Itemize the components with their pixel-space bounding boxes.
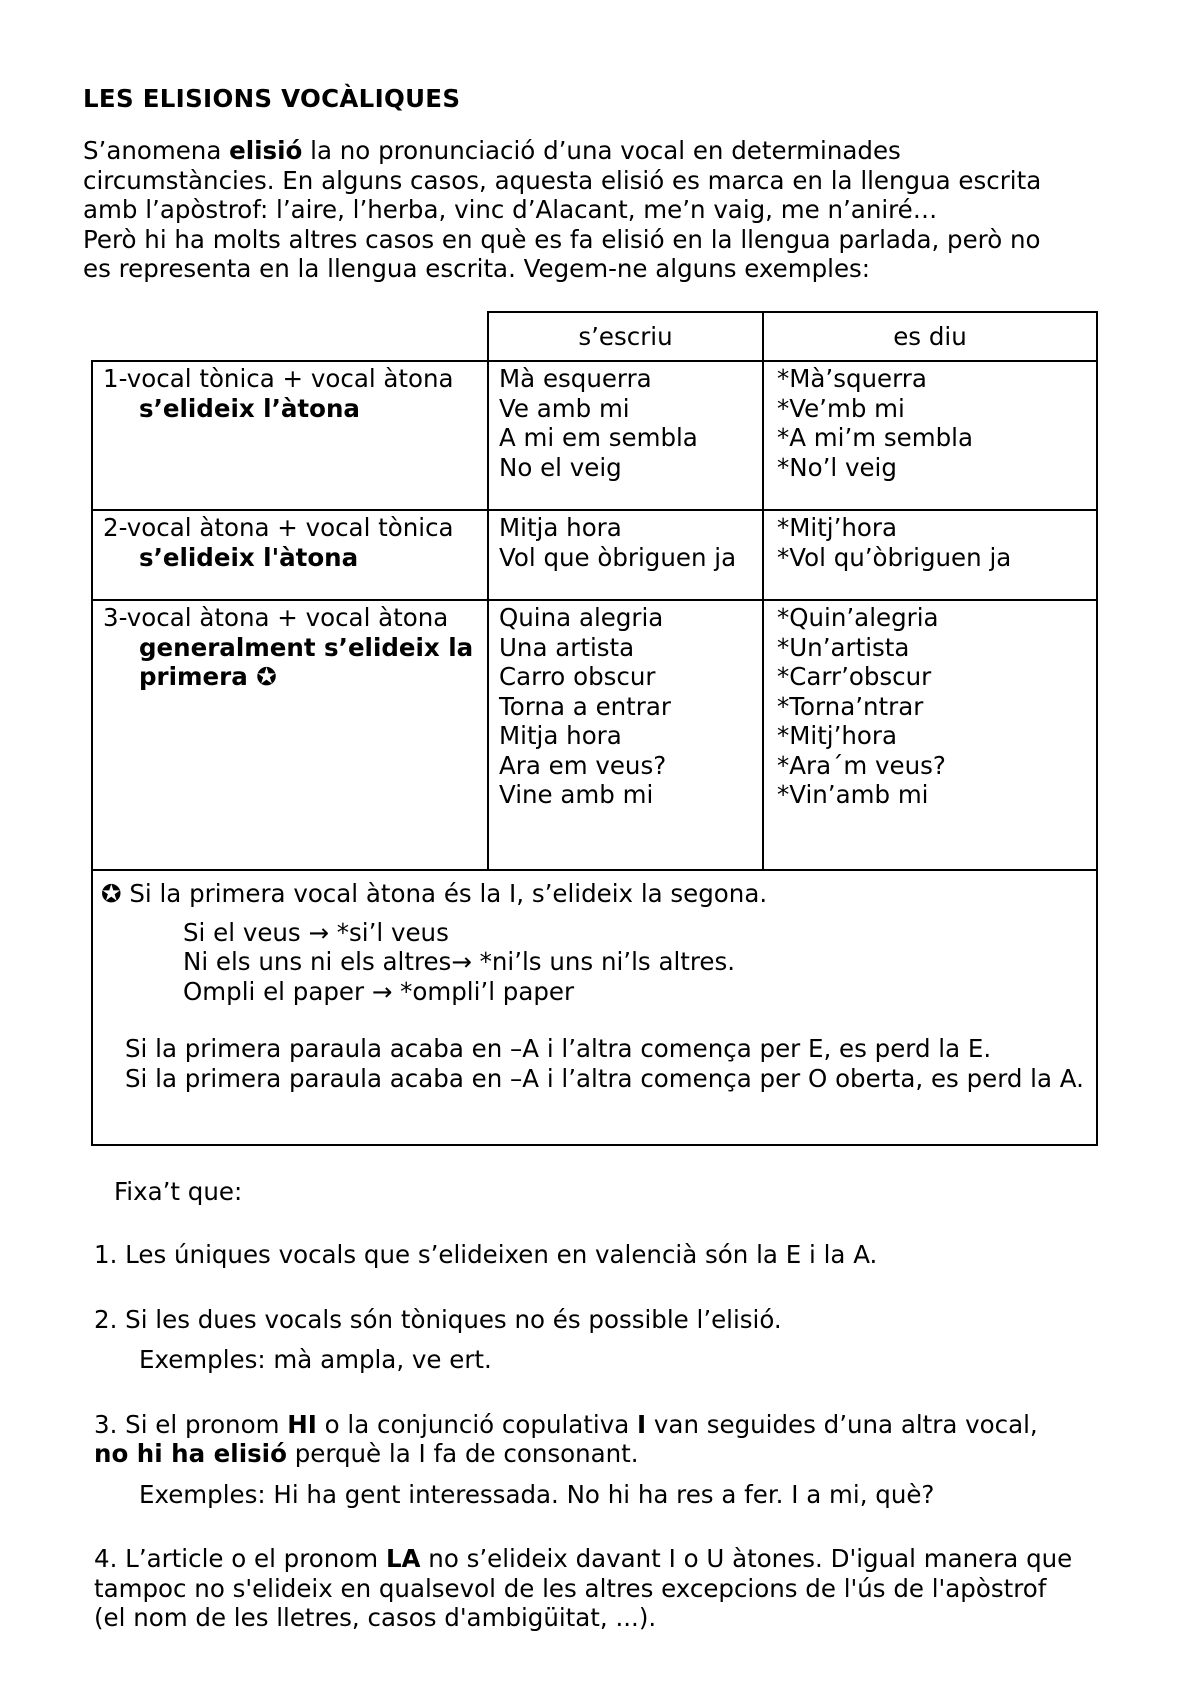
written-example: Mitja hora xyxy=(499,513,622,542)
written-example: A mi em sembla xyxy=(499,423,698,452)
intro-line: circumstàncies. En alguns casos, aquesta elisió es marca en la llengua escrita xyxy=(83,165,1042,195)
rule-item: 2. Si les dues vocals són tòniques no és possible l’elisió. xyxy=(94,1304,782,1334)
said-example: *Un’artista xyxy=(777,632,910,662)
rule-text: no s’elideix davant I o U àtones. D'igual manera que xyxy=(420,1544,1073,1573)
table-header-row xyxy=(92,312,1097,361)
said-example: *Torna’ntrar xyxy=(777,691,924,721)
rule-keyword: I xyxy=(637,1409,647,1439)
said-example: *Vol qu’òbriguen ja xyxy=(777,542,1012,572)
table-corner xyxy=(92,312,488,361)
rule-label: 2-vocal àtona + vocal tònica xyxy=(103,513,454,542)
note-heading: ✪ Si la primera vocal àtona és la I, s’elideix la segona. xyxy=(101,879,768,908)
rule-item xyxy=(94,1410,1124,1440)
written-example: Ve amb mi xyxy=(499,393,630,423)
rule-text: perquè la I fa de consonant. xyxy=(286,1439,639,1468)
rule-example-text: Exemples: mà ampla, ve ert. xyxy=(139,1345,492,1374)
said-example: *Quin’alegria xyxy=(777,603,939,632)
rule-text: van seguides d’una altra vocal, xyxy=(646,1409,1038,1439)
elision-table xyxy=(91,311,1098,1146)
rule-label: 3-vocal àtona + vocal àtona xyxy=(103,603,449,632)
rule-text: 4. L’article o el pronom xyxy=(94,1544,386,1573)
written-example: Torna a entrar xyxy=(499,691,671,721)
rule-item xyxy=(94,1544,1124,1574)
said-cell xyxy=(763,510,1097,600)
note-example: Ompli el paper → *ompli’l paper xyxy=(183,976,575,1006)
intro-line: es representa en la llengua escrita. Vegem-ne alguns exemples: xyxy=(83,254,871,283)
said-example: *Mà’squerra xyxy=(777,364,927,393)
rule-text: o la conjunció copulativa xyxy=(316,1409,638,1439)
said-example: *A mi’m sembla xyxy=(777,423,973,452)
written-example: Mitja hora xyxy=(499,721,622,750)
col-header-written: s’escriu xyxy=(488,312,763,361)
written-cell xyxy=(488,600,763,870)
said-example: *Ara´m veus? xyxy=(777,750,946,780)
rule-bold: s’elideix l'àtona xyxy=(139,542,359,572)
rule-item: 1. Les úniques vocals que s’elideixen en valencià són la E i la A. xyxy=(94,1240,878,1269)
rule-keyword: HI xyxy=(287,1409,317,1439)
intro-line: Però hi ha molts altres casos en què es fa elisió en la llengua parlada, però no xyxy=(83,224,1041,254)
table-row xyxy=(92,600,1097,870)
intro-term: elisió xyxy=(229,136,303,165)
rule-example xyxy=(94,1345,1124,1375)
rule-item-continued xyxy=(94,1439,1124,1469)
rule-example-text: Exemples: Hi ha gent interessada. No hi ha res a fer. I a mi, què? xyxy=(139,1479,935,1509)
said-example: *Carr’obscur xyxy=(777,662,932,691)
said-example: *Vin’amb mi xyxy=(777,780,929,809)
said-example: *No’l veig xyxy=(777,452,897,482)
intro-text: S’anomena xyxy=(83,136,230,165)
rule-cell xyxy=(92,361,488,510)
intro-text: la no pronunciació d’una vocal en determinades xyxy=(302,136,901,165)
rule-cell xyxy=(92,600,488,870)
written-example: Carro obscur xyxy=(499,662,656,691)
said-example: *Mitj’hora xyxy=(777,513,897,542)
written-example: Vol que òbriguen ja xyxy=(499,542,737,572)
col-header-said: es diu xyxy=(763,312,1097,361)
page-title: LES ELISIONS VOCÀLIQUES xyxy=(83,84,461,113)
rule-keyword: no hi ha elisió xyxy=(94,1439,287,1468)
rule-text: 3. Si el pronom xyxy=(94,1409,288,1439)
table-note-row xyxy=(92,870,1097,1145)
written-example: Una artista xyxy=(499,632,635,662)
table-row xyxy=(92,361,1097,510)
written-cell xyxy=(488,510,763,600)
rule-item-continued: tampoc no s'elideix en qualsevol de les altres excepcions de l'ús de l'apòstrof xyxy=(94,1573,1047,1603)
note-example: Ni els uns ni els altres→ *ni’ls uns ni’ls altres. xyxy=(183,947,736,976)
note-cell xyxy=(92,870,1097,1145)
written-example: No el veig xyxy=(499,452,622,482)
rules-list xyxy=(94,1240,1124,1633)
written-cell xyxy=(488,361,763,510)
rule-cell xyxy=(92,510,488,600)
rule-bold: s’elideix l’àtona xyxy=(139,393,360,423)
rule-item-continued: (el nom de les lletres, casos d'ambigüitat, ...). xyxy=(94,1603,657,1632)
rule-label: 1-vocal tònica + vocal àtona xyxy=(103,364,454,393)
table-row xyxy=(92,510,1097,600)
note-rule: Si la primera paraula acaba en –A i l’altra comença per E, es perd la E. xyxy=(125,1034,992,1063)
written-example: Vine amb mi xyxy=(499,780,654,809)
rule-keyword: LA xyxy=(385,1544,421,1573)
said-example: *Ve’mb mi xyxy=(777,393,905,423)
said-cell xyxy=(763,361,1097,510)
note-example: Si el veus → *si’l veus xyxy=(183,917,449,947)
written-example: Quina alegria xyxy=(499,603,664,632)
written-example: Ara em veus? xyxy=(499,750,667,780)
rule-bold: generalment s’elideix la xyxy=(139,632,474,662)
intro-line xyxy=(83,136,1123,166)
rule-bold: primera ✪ xyxy=(139,662,277,691)
intro-paragraph xyxy=(83,136,1123,284)
written-example: Mà esquerra xyxy=(499,364,652,393)
said-cell xyxy=(763,600,1097,870)
said-example: *Mitj’hora xyxy=(777,721,897,750)
rule-example xyxy=(94,1480,1124,1510)
section-label: Fixa’t que: xyxy=(114,1177,243,1206)
intro-line: amb l’apòstrof: l’aire, l’herba, vinc d’Alacant, me’n vaig, me n’aniré… xyxy=(83,195,938,224)
note-rule: Si la primera paraula acaba en –A i l’altra comença per O oberta, es perd la A. xyxy=(125,1063,1084,1093)
